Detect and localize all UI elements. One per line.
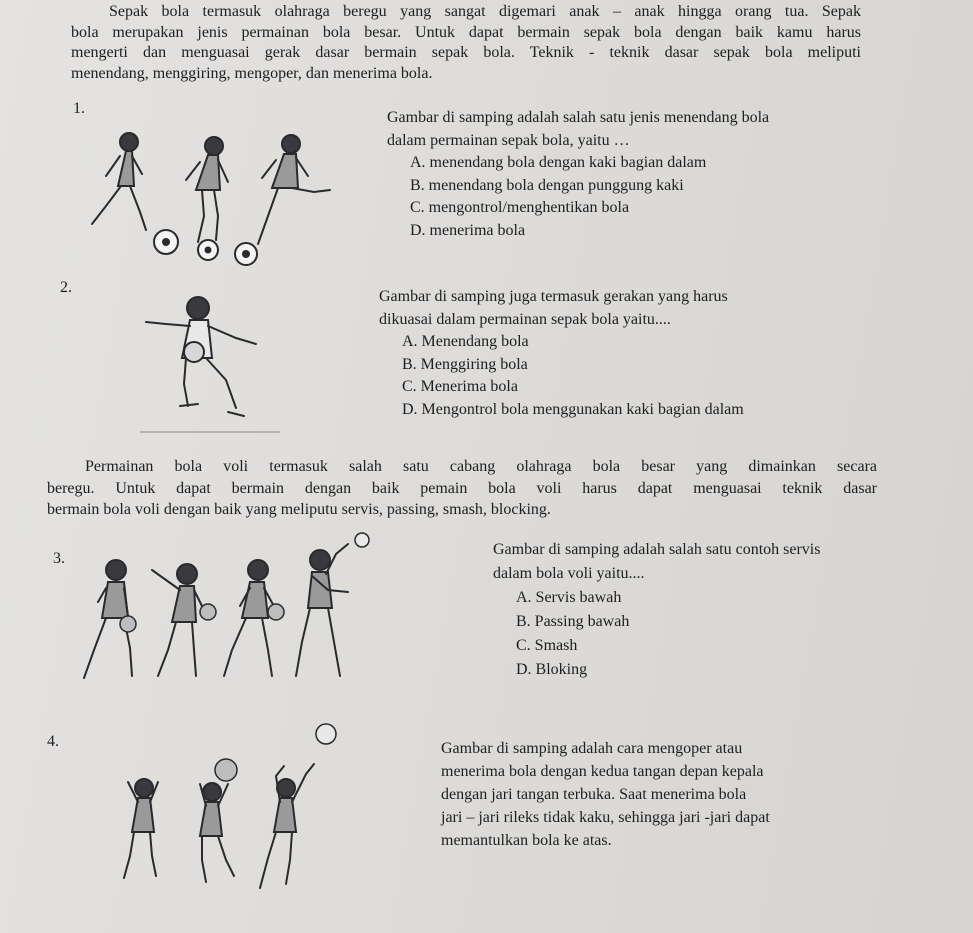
figure-soccer-kick-sequence <box>86 124 336 270</box>
figure-volley-serve-sequence <box>72 530 382 690</box>
question-4-number: 4. <box>47 733 59 750</box>
figure-volley-overhead-pass-sequence <box>110 718 350 898</box>
figure-soccer-trap <box>140 288 280 436</box>
question-2-option-c[interactable]: C. Menerima bola <box>402 378 518 395</box>
intro-soccer-line: Sepak bola termasuk olahraga beregu yang sangat digemari anak – anak hingga orang tua. Sepak <box>109 3 861 20</box>
question-3-option-a[interactable]: A. Servis bawah <box>516 589 622 606</box>
question-1-option-b[interactable]: B. menendang bola dengan punggung kaki <box>410 176 684 194</box>
question-2-option-d[interactable]: D. Mengontrol bola menggunakan kaki bagian dalam <box>402 400 744 418</box>
question-1-option-d[interactable]: D. menerima bola <box>410 221 526 239</box>
question-1-option-c[interactable]: C. mengontrol/menghentikan bola <box>410 199 630 216</box>
question-3-option-b[interactable]: B. Passing bawah <box>516 613 630 630</box>
question-2-option-b[interactable]: B. Menggiring bola <box>402 355 528 373</box>
intro-volley-line: bermain bola voli dengan baik yang meliputu servis, passing, smash, blocking. <box>47 501 551 518</box>
intro-volley-paragraph <box>47 456 877 521</box>
question-2-stem: dikuasai dalam permainan sepak bola yaitu.... <box>379 310 671 328</box>
intro-volley-line: Permainan bola voli termasuk salah satu cabang olahraga bola besar yang dimainkan secara <box>85 458 877 475</box>
question-2-stem: Gambar di samping juga termasuk gerakan yang harus <box>379 288 728 305</box>
question-4-stem: dengan jari tangan terbuka. Saat menerima bola <box>441 786 747 803</box>
question-3-option-c[interactable]: C. Smash <box>516 637 578 654</box>
question-3-number: 3. <box>53 550 65 567</box>
question-1-stem: Gambar di samping adalah salah satu jenis menendang bola <box>387 109 770 126</box>
question-4-stem: memantulkan bola ke atas. <box>441 832 612 849</box>
question-4-stem: Gambar di samping adalah cara mengoper atau <box>441 740 743 757</box>
intro-soccer-line: mengerti dan menguasai gerak dasar bermain sepak bola. Teknik - teknik dasar sepak bola meliputi <box>71 44 861 61</box>
intro-soccer-line: menendang, menggiring, mengoper, dan menerima bola. <box>71 64 433 82</box>
question-2-number: 2. <box>60 279 72 296</box>
intro-volley-line: beregu. Untuk dapat bermain dengan baik pemain bola voli harus dapat menguasai teknik dasar <box>47 479 877 497</box>
question-1-option-a[interactable]: A. menendang bola dengan kaki bagian dalam <box>410 154 707 171</box>
question-2 <box>379 286 744 421</box>
intro-soccer-line: bola merupakan jenis permainan bola besar. Untuk dapat bermain sepak bola dengan baik kamu harus <box>71 23 861 41</box>
question-1 <box>387 107 769 242</box>
question-3-option-d[interactable]: D. Bloking <box>516 661 588 678</box>
question-4-stem: jari – jari rileks tidak kaku, sehingga jari -jari dapat <box>441 809 770 826</box>
question-4-stem: menerima bola dengan kedua tangan depan kepala <box>441 763 764 780</box>
question-1-number: 1. <box>73 100 85 117</box>
question-3-stem: dalam bola voli yaitu.... <box>493 565 645 582</box>
question-2-option-a[interactable]: A. Menendang bola <box>402 333 529 350</box>
question-3 <box>493 538 820 682</box>
question-3-stem: Gambar di samping adalah salah satu contoh servis <box>493 541 821 558</box>
question-1-stem: dalam permainan sepak bola, yaitu … <box>387 131 630 149</box>
question-4 <box>441 737 770 852</box>
intro-soccer-paragraph <box>71 2 861 84</box>
